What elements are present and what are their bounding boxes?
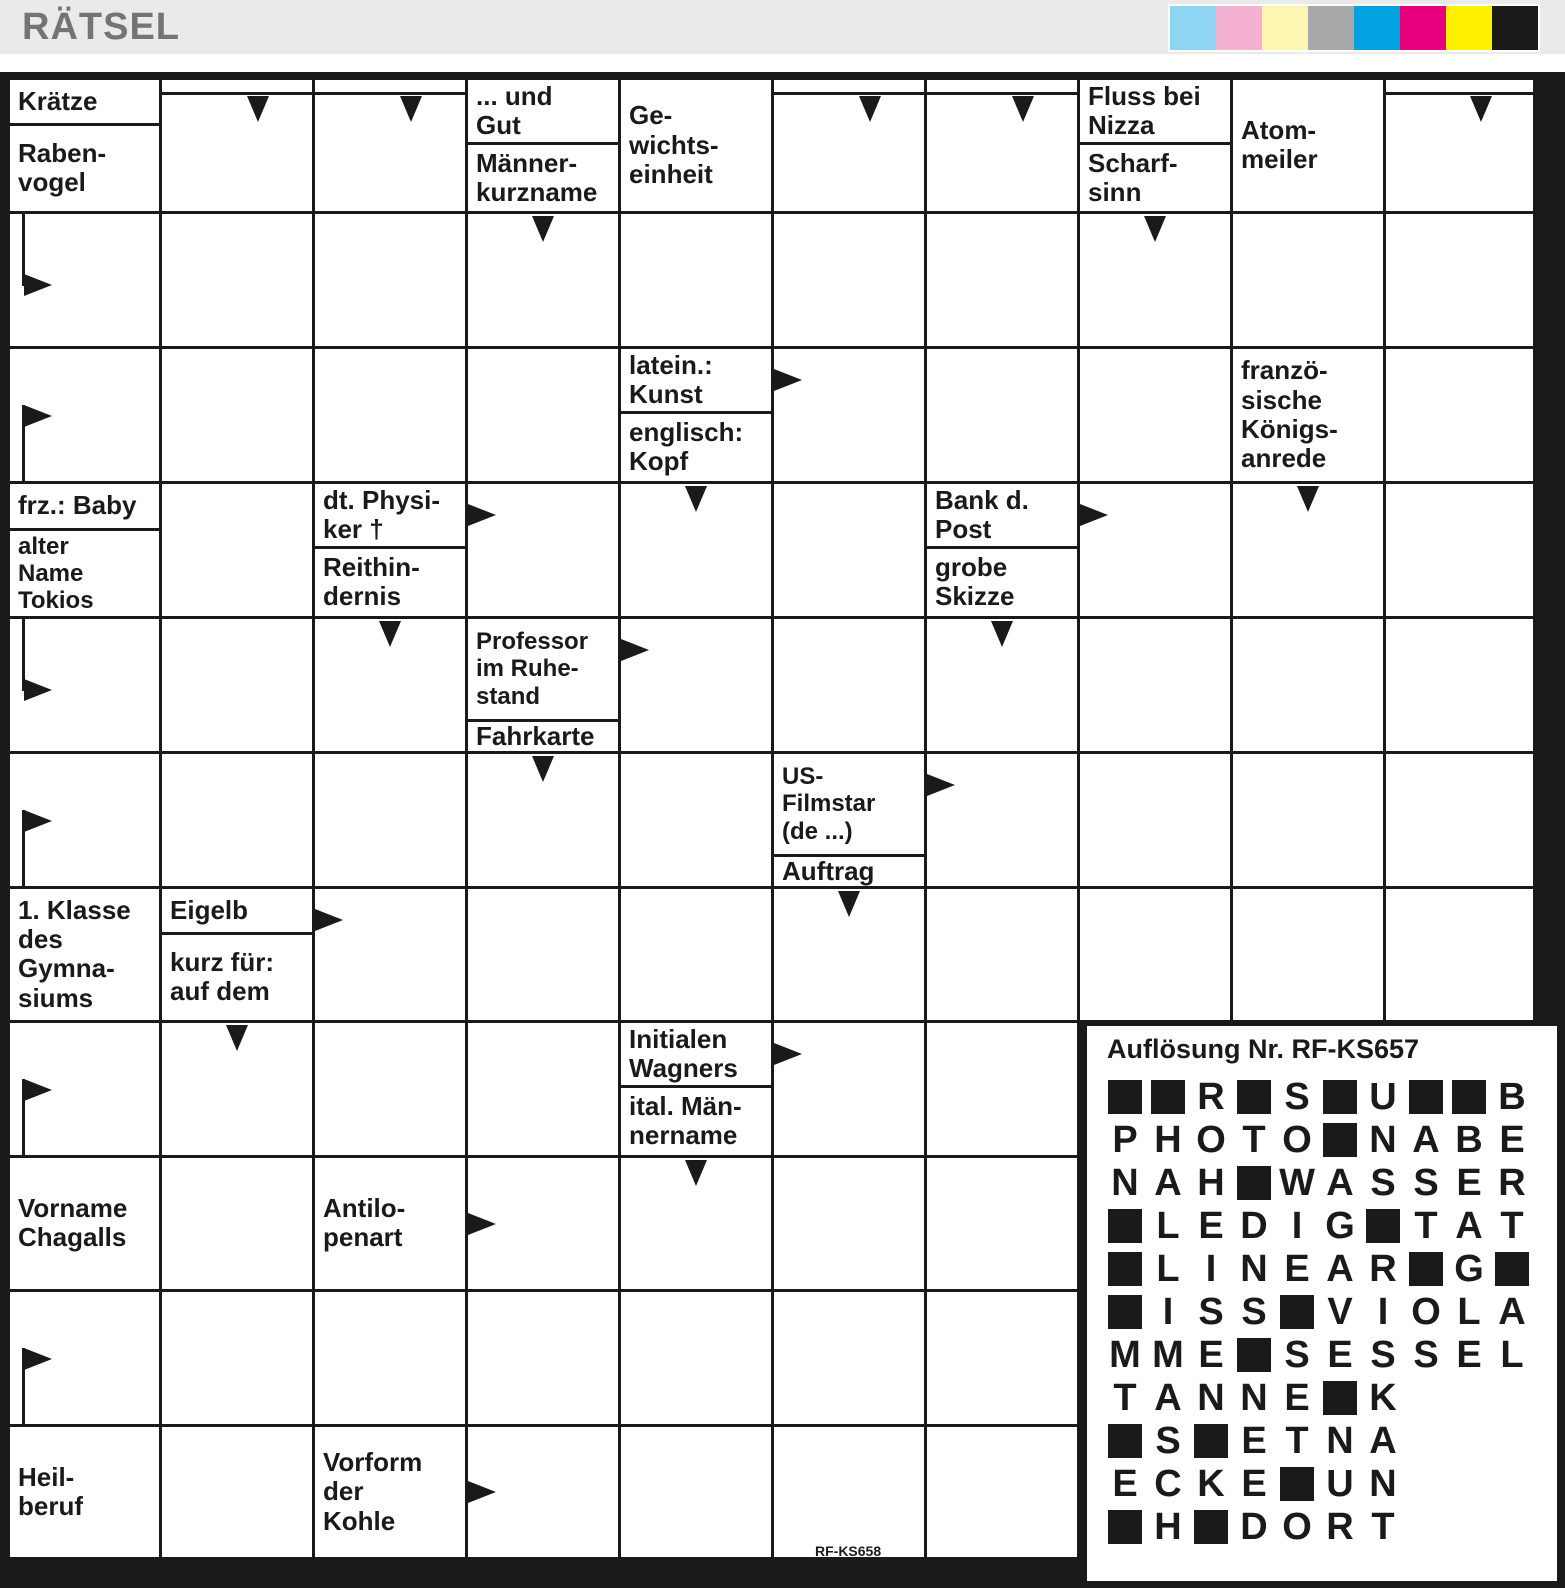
answer-cell[interactable] xyxy=(162,619,312,751)
solution-letter: S xyxy=(1413,1334,1439,1376)
clue-text: Ge- wichts- einheit xyxy=(629,101,719,190)
answer-cell[interactable] xyxy=(774,214,924,346)
solution-letter: A xyxy=(1326,1248,1354,1290)
arrow-right-icon xyxy=(22,268,56,302)
answer-cell[interactable] xyxy=(774,1427,924,1557)
solution-letter: M xyxy=(1109,1334,1141,1376)
clue-cell xyxy=(315,1158,465,1289)
answer-cell[interactable] xyxy=(1080,754,1230,886)
arrow-right-icon xyxy=(313,903,347,937)
answer-cell[interactable] xyxy=(315,80,465,211)
solution-block xyxy=(1108,1209,1142,1243)
color-swatch xyxy=(1492,6,1538,50)
solution-letter: S xyxy=(1155,1420,1181,1462)
solution-letter: A xyxy=(1369,1420,1397,1462)
clue-cell xyxy=(162,889,312,1020)
solution-letter: I xyxy=(1291,1205,1303,1247)
clue-cell xyxy=(315,1427,465,1557)
solution-letter: N xyxy=(1240,1248,1268,1290)
solution-block xyxy=(1323,1381,1357,1415)
clue-divider xyxy=(621,1085,771,1088)
answer-cell[interactable] xyxy=(927,1158,1077,1289)
solution-letter: T xyxy=(1242,1119,1266,1161)
clue-text: Eigelb xyxy=(170,895,249,925)
arrow-right-icon xyxy=(22,1073,56,1107)
solution-letter: O xyxy=(1282,1119,1312,1161)
solution-letter: G xyxy=(1325,1205,1355,1247)
solution-letter: I xyxy=(1162,1291,1174,1333)
solution-letter: B xyxy=(1498,1076,1526,1118)
clue-divider xyxy=(315,546,465,549)
solution-block xyxy=(1108,1295,1142,1329)
answer-cell[interactable] xyxy=(10,214,159,346)
answer-cell[interactable] xyxy=(162,484,312,616)
arrow-right-icon xyxy=(466,498,500,532)
clue-text: Atom- meiler xyxy=(1241,116,1318,175)
clue-cell xyxy=(1080,80,1230,211)
answer-cell[interactable] xyxy=(10,754,159,886)
clue-text: dt. Physi- ker † xyxy=(323,485,441,544)
color-swatch xyxy=(1262,6,1308,50)
solution-letter: S xyxy=(1370,1334,1396,1376)
solution-letter: N xyxy=(1240,1377,1268,1419)
solution-letter: A xyxy=(1412,1119,1440,1161)
answer-cell[interactable] xyxy=(315,1023,465,1155)
clue-text: franzö- sische Königs- anrede xyxy=(1241,356,1338,474)
solution-letter: K xyxy=(1197,1463,1225,1505)
clue-text: frz.: Baby xyxy=(18,491,137,521)
clue-divider xyxy=(468,142,618,145)
answer-cell[interactable] xyxy=(315,349,465,481)
solution-block xyxy=(1452,1080,1486,1114)
clue-text: Vorform der Kohle xyxy=(323,1447,423,1536)
solution-letter: R xyxy=(1369,1248,1397,1290)
clue-cell xyxy=(315,484,465,616)
clue-text: alter Name Tokios xyxy=(18,532,94,615)
answer-cell[interactable] xyxy=(927,80,1077,211)
answer-cell[interactable] xyxy=(774,1292,924,1424)
solution-letter: E xyxy=(1327,1334,1353,1376)
answer-cell[interactable] xyxy=(10,619,159,751)
solution-block xyxy=(1108,1080,1142,1114)
solution-letter: A xyxy=(1154,1162,1182,1204)
answer-cell[interactable] xyxy=(774,484,924,616)
arrow-down-icon xyxy=(1006,92,1040,126)
solution-letter: N xyxy=(1369,1119,1397,1161)
solution-letter: T xyxy=(1500,1205,1524,1247)
answer-cell[interactable] xyxy=(162,1427,312,1557)
clue-text: Auftrag xyxy=(782,857,875,886)
solution-letter: L xyxy=(1156,1205,1180,1247)
answer-cell[interactable] xyxy=(927,1427,1077,1557)
clue-text: latein.: Kunst xyxy=(629,350,713,409)
solution-letter: V xyxy=(1327,1291,1353,1333)
solution-letter: N xyxy=(1197,1377,1225,1419)
solution-letter: B xyxy=(1455,1119,1483,1161)
answer-cell[interactable] xyxy=(774,619,924,751)
solution-letter: O xyxy=(1282,1506,1312,1548)
solution-letter: R xyxy=(1197,1076,1225,1118)
answer-cell[interactable] xyxy=(927,349,1077,481)
clue-text: Fluss bei Nizza xyxy=(1088,81,1201,140)
clue-text: Heil- beruf xyxy=(18,1462,83,1521)
solution-letter: T xyxy=(1285,1420,1309,1462)
solution-letter: O xyxy=(1196,1119,1226,1161)
arrow-right-icon xyxy=(22,1342,56,1376)
arrow-right-icon xyxy=(925,768,959,802)
solution-panel xyxy=(1087,1026,1557,1581)
solution-letter: O xyxy=(1411,1291,1441,1333)
solution-letter: S xyxy=(1413,1162,1439,1204)
arrow-down-icon xyxy=(394,92,428,126)
answer-cell[interactable] xyxy=(468,1292,618,1424)
solution-letter: H xyxy=(1197,1162,1225,1204)
solution-block xyxy=(1237,1080,1271,1114)
clue-text: Initialen Wagners xyxy=(629,1024,738,1083)
solution-letter: T xyxy=(1414,1205,1438,1247)
clue-text: Bank d. Post xyxy=(935,485,1029,544)
clue-cell xyxy=(10,484,159,616)
solution-letter: N xyxy=(1111,1162,1139,1204)
answer-cell[interactable] xyxy=(621,889,771,1020)
clue-cell xyxy=(927,484,1077,616)
clue-divider xyxy=(927,546,1077,549)
solution-letter: H xyxy=(1154,1506,1182,1548)
puzzle-code: RF-KS658 xyxy=(815,1543,882,1559)
clue-cell xyxy=(10,80,159,211)
arrow-down-icon xyxy=(241,92,275,126)
answer-cell[interactable] xyxy=(1386,80,1533,211)
arrow-down-icon xyxy=(1138,212,1172,246)
solution-block xyxy=(1108,1252,1142,1286)
solution-letter: E xyxy=(1499,1119,1525,1161)
answer-cell[interactable] xyxy=(315,214,465,346)
solution-block xyxy=(1280,1295,1314,1329)
clue-text: Antilo- penart xyxy=(323,1194,406,1253)
answer-cell[interactable] xyxy=(774,80,924,211)
clue-cell xyxy=(10,1427,159,1557)
arrow-down-icon xyxy=(832,887,866,921)
solution-letter: E xyxy=(1284,1248,1310,1290)
answer-cell[interactable] xyxy=(621,754,771,886)
color-swatch xyxy=(1308,6,1354,50)
answer-cell[interactable] xyxy=(468,889,618,1020)
solution-letter: U xyxy=(1369,1076,1397,1118)
clue-text: grobe Skizze xyxy=(935,553,1015,612)
solution-block xyxy=(1495,1252,1529,1286)
arrow-down-icon xyxy=(679,482,713,516)
answer-cell[interactable] xyxy=(621,1427,771,1557)
solution-letter: S xyxy=(1284,1076,1310,1118)
color-swatch xyxy=(1216,6,1262,50)
answer-cell[interactable] xyxy=(927,1292,1077,1424)
arrow-down-icon xyxy=(1464,92,1498,126)
clue-divider xyxy=(10,528,159,531)
clue-cell xyxy=(1233,80,1383,211)
answer-cell[interactable] xyxy=(1233,754,1383,886)
answer-cell[interactable] xyxy=(468,349,618,481)
clue-cell xyxy=(468,619,618,751)
arrow-down-icon xyxy=(526,752,560,786)
clue-cell xyxy=(621,349,771,481)
solution-block xyxy=(1237,1338,1271,1372)
clue-text: Krätze xyxy=(18,86,98,116)
solution-letter: M xyxy=(1152,1334,1184,1376)
solution-block xyxy=(1323,1080,1357,1114)
solution-block xyxy=(1151,1080,1185,1114)
clue-text: 1. Klasse des Gymna- siums xyxy=(18,895,131,1013)
answer-cell[interactable] xyxy=(1386,349,1533,481)
answer-cell[interactable] xyxy=(621,1292,771,1424)
solution-letter: A xyxy=(1154,1377,1182,1419)
solution-letter: G xyxy=(1454,1248,1484,1290)
entry-line xyxy=(315,92,465,95)
answer-cell[interactable] xyxy=(1080,619,1230,751)
clue-cell xyxy=(1233,349,1383,481)
color-swatch xyxy=(1354,6,1400,50)
solution-letter: E xyxy=(1456,1334,1482,1376)
color-swatch xyxy=(1170,6,1216,50)
clue-text: Vorname Chagalls xyxy=(18,1194,128,1253)
solution-letter: S xyxy=(1370,1162,1396,1204)
answer-cell[interactable] xyxy=(315,754,465,886)
answer-cell[interactable] xyxy=(927,889,1077,1020)
arrow-right-icon xyxy=(22,673,56,707)
solution-letter: I xyxy=(1205,1248,1217,1290)
solution-letter: E xyxy=(1456,1162,1482,1204)
solution-letter: R xyxy=(1498,1162,1526,1204)
arrow-right-icon xyxy=(466,1475,500,1509)
page-title: RÄTSEL xyxy=(22,6,180,48)
clue-text: Männer- kurzname xyxy=(476,148,598,207)
solution-letter: E xyxy=(1284,1377,1310,1419)
answer-cell[interactable] xyxy=(315,1292,465,1424)
arrow-right-icon xyxy=(466,1207,500,1241)
solution-letter: N xyxy=(1369,1463,1397,1505)
solution-letter: A xyxy=(1326,1162,1354,1204)
clue-cell xyxy=(10,1158,159,1289)
solution-letter: T xyxy=(1113,1377,1137,1419)
solution-block xyxy=(1409,1080,1443,1114)
answer-cell[interactable] xyxy=(10,349,159,481)
answer-cell[interactable] xyxy=(1233,619,1383,751)
answer-cell[interactable] xyxy=(927,214,1077,346)
color-swatch xyxy=(1446,6,1492,50)
arrow-right-icon xyxy=(772,1037,806,1071)
answer-cell[interactable] xyxy=(162,80,312,211)
solution-letter: L xyxy=(1500,1334,1524,1376)
solution-letter: C xyxy=(1154,1463,1182,1505)
answer-cell[interactable] xyxy=(1386,619,1533,751)
clue-cell xyxy=(10,889,159,1020)
color-calibration-bar xyxy=(1168,4,1540,52)
arrow-right-icon xyxy=(22,804,56,838)
arrow-right-icon xyxy=(1078,498,1112,532)
arrow-right-icon xyxy=(772,363,806,397)
clue-text: Fahrkarte xyxy=(476,722,595,751)
answer-cell[interactable] xyxy=(1386,214,1533,346)
clue-text: ... und Gut xyxy=(476,81,553,140)
arrow-right-icon xyxy=(22,399,56,433)
color-swatch xyxy=(1400,6,1446,50)
solution-letter: P xyxy=(1112,1119,1138,1161)
clue-text: Scharf- sinn xyxy=(1088,148,1178,207)
clue-cell xyxy=(468,80,618,211)
clue-text: Reithin- dernis xyxy=(323,553,420,612)
solution-letter: E xyxy=(1112,1463,1138,1505)
solution-block xyxy=(1194,1424,1228,1458)
solution-block xyxy=(1366,1209,1400,1243)
solution-letter: K xyxy=(1369,1377,1397,1419)
clue-divider xyxy=(162,932,312,935)
arrow-down-icon xyxy=(373,617,407,651)
solution-block xyxy=(1409,1252,1443,1286)
solution-letter: S xyxy=(1241,1291,1267,1333)
answer-cell[interactable] xyxy=(1233,214,1383,346)
answer-cell[interactable] xyxy=(10,1292,159,1424)
solution-letter: E xyxy=(1198,1205,1224,1247)
answer-cell[interactable] xyxy=(1386,889,1533,1020)
arrow-down-icon xyxy=(220,1021,254,1055)
solution-block xyxy=(1108,1424,1142,1458)
clue-text: kurz für: auf dem xyxy=(170,948,274,1007)
answer-cell[interactable] xyxy=(927,1023,1077,1155)
answer-cell[interactable] xyxy=(162,214,312,346)
solution-letter: D xyxy=(1240,1205,1268,1247)
arrow-down-icon xyxy=(985,617,1019,651)
answer-cell[interactable] xyxy=(774,1158,924,1289)
answer-cell[interactable] xyxy=(1233,889,1383,1020)
solution-block xyxy=(1323,1123,1357,1157)
solution-letter: E xyxy=(1198,1334,1224,1376)
answer-cell[interactable] xyxy=(1386,754,1533,886)
entry-line xyxy=(1386,92,1533,95)
solution-letter: S xyxy=(1284,1334,1310,1376)
solution-letter: R xyxy=(1326,1506,1354,1548)
clue-text: englisch: Kopf xyxy=(629,418,744,477)
answer-cell[interactable] xyxy=(1080,349,1230,481)
clue-text: ital. Män- nername xyxy=(629,1092,742,1151)
solution-letter: L xyxy=(1457,1291,1481,1333)
clue-divider xyxy=(621,411,771,414)
solution-letter: D xyxy=(1240,1506,1268,1548)
answer-cell[interactable] xyxy=(10,1023,159,1155)
solution-letter: U xyxy=(1326,1463,1354,1505)
arrow-down-icon xyxy=(679,1156,713,1190)
arrow-down-icon xyxy=(853,92,887,126)
solution-letter: E xyxy=(1241,1420,1267,1462)
answer-cell[interactable] xyxy=(468,1023,618,1155)
solution-letter: H xyxy=(1154,1119,1182,1161)
answer-cell[interactable] xyxy=(621,214,771,346)
answer-cell[interactable] xyxy=(162,754,312,886)
entry-line xyxy=(162,92,312,95)
solution-letter: T xyxy=(1371,1506,1395,1548)
answer-cell[interactable] xyxy=(162,1292,312,1424)
clue-cell xyxy=(621,1023,771,1155)
solution-letter: A xyxy=(1498,1291,1526,1333)
solution-letter: W xyxy=(1279,1162,1315,1204)
solution-letter: I xyxy=(1377,1291,1389,1333)
solution-title: Auflösung Nr. RF-KS657 xyxy=(1107,1034,1420,1064)
clue-text: US- Filmstar (de ...) xyxy=(782,763,876,845)
answer-cell[interactable] xyxy=(1386,484,1533,616)
page-header xyxy=(0,0,1565,54)
arrow-down-icon xyxy=(1291,482,1325,516)
solution-block xyxy=(1280,1467,1314,1501)
answer-cell[interactable] xyxy=(162,1158,312,1289)
solution-letter: N xyxy=(1326,1420,1354,1462)
clue-cell xyxy=(621,80,771,211)
solution-block xyxy=(1194,1510,1228,1544)
clue-cell xyxy=(774,754,924,886)
solution-block xyxy=(1237,1166,1271,1200)
clue-text: Raben- vogel xyxy=(18,139,107,198)
entry-line xyxy=(927,92,1077,95)
arrow-down-icon xyxy=(526,212,560,246)
clue-divider xyxy=(1080,142,1230,145)
answer-cell[interactable] xyxy=(162,349,312,481)
arrow-right-icon xyxy=(619,633,653,667)
solution-block xyxy=(1108,1510,1142,1544)
solution-letter: S xyxy=(1198,1291,1224,1333)
solution-letter: A xyxy=(1455,1205,1483,1247)
clue-text: Professor im Ruhe- stand xyxy=(476,628,589,710)
entry-line xyxy=(774,92,924,95)
clue-divider xyxy=(10,123,159,126)
solution-letter: E xyxy=(1241,1463,1267,1505)
solution-letter: L xyxy=(1156,1248,1180,1290)
answer-cell[interactable] xyxy=(1080,889,1230,1020)
